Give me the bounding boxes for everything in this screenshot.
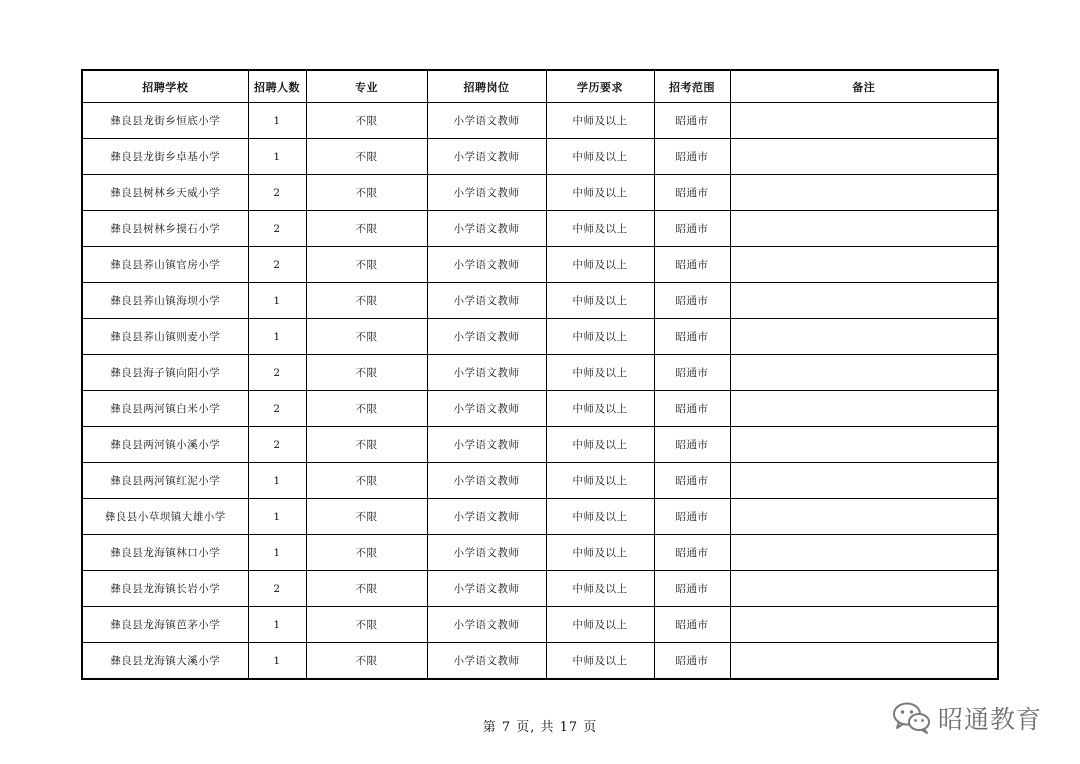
cell-count: 1 (248, 499, 306, 535)
cell-remarks (730, 103, 998, 139)
cell-school: 彝良县两河镇小溪小学 (82, 427, 248, 463)
recruitment-table (81, 69, 999, 680)
cell-position: 小学语文教师 (427, 283, 546, 319)
cell-education: 中师及以上 (546, 175, 654, 211)
cell-remarks (730, 139, 998, 175)
page-number: 第 7 页, 共 17 页 (482, 720, 598, 735)
cell-remarks (730, 319, 998, 355)
table-row (82, 283, 998, 319)
cell-count: 1 (248, 463, 306, 499)
cell-remarks (730, 463, 998, 499)
cell-count: 2 (248, 175, 306, 211)
cell-school: 彝良县龙海镇林口小学 (82, 535, 248, 571)
cell-scope: 昭通市 (654, 607, 730, 643)
cell-remarks (730, 607, 998, 643)
table-row (82, 463, 998, 499)
cell-major: 不限 (306, 427, 427, 463)
cell-school: 彝良县树林乡摸石小学 (82, 211, 248, 247)
table-row (82, 643, 998, 680)
cell-scope: 昭通市 (654, 427, 730, 463)
watermark-text: 昭通教育 (938, 705, 1043, 734)
cell-count: 1 (248, 319, 306, 355)
table-row (82, 391, 998, 427)
cell-position: 小学语文教师 (427, 355, 546, 391)
table-row (82, 139, 998, 175)
cell-remarks (730, 391, 998, 427)
cell-major: 不限 (306, 499, 427, 535)
cell-position: 小学语文教师 (427, 427, 546, 463)
cell-major: 不限 (306, 355, 427, 391)
table-row (82, 499, 998, 535)
cell-scope: 昭通市 (654, 175, 730, 211)
cell-position: 小学语文教师 (427, 499, 546, 535)
cell-school: 彝良县两河镇白米小学 (82, 391, 248, 427)
header-position: 招聘岗位 (427, 70, 546, 103)
cell-school: 彝良县荞山镇官房小学 (82, 247, 248, 283)
cell-position: 小学语文教师 (427, 571, 546, 607)
cell-scope: 昭通市 (654, 139, 730, 175)
cell-position: 小学语文教师 (427, 103, 546, 139)
table-row (82, 571, 998, 607)
cell-count: 1 (248, 283, 306, 319)
table-row (82, 355, 998, 391)
table-row (82, 247, 998, 283)
cell-count: 1 (248, 103, 306, 139)
cell-major: 不限 (306, 283, 427, 319)
cell-count: 1 (248, 139, 306, 175)
table-row (82, 319, 998, 355)
cell-education: 中师及以上 (546, 355, 654, 391)
cell-school: 彝良县龙街乡恒底小学 (82, 103, 248, 139)
header-remarks: 备注 (730, 70, 998, 103)
cell-major: 不限 (306, 463, 427, 499)
cell-position: 小学语文教师 (427, 211, 546, 247)
cell-scope: 昭通市 (654, 571, 730, 607)
cell-scope: 昭通市 (654, 643, 730, 680)
cell-remarks (730, 283, 998, 319)
table-header-row (82, 70, 998, 103)
cell-education: 中师及以上 (546, 427, 654, 463)
cell-major: 不限 (306, 391, 427, 427)
cell-remarks (730, 211, 998, 247)
cell-scope: 昭通市 (654, 355, 730, 391)
cell-school: 彝良县树林乡天威小学 (82, 175, 248, 211)
cell-scope: 昭通市 (654, 211, 730, 247)
cell-school: 彝良县龙街乡卓基小学 (82, 139, 248, 175)
header-education: 学历要求 (546, 70, 654, 103)
cell-remarks (730, 643, 998, 680)
cell-education: 中师及以上 (546, 643, 654, 680)
cell-count: 2 (248, 427, 306, 463)
table-row (82, 103, 998, 139)
header-count: 招聘人数 (248, 70, 306, 103)
cell-education: 中师及以上 (546, 211, 654, 247)
header-school: 招聘学校 (82, 70, 248, 103)
cell-position: 小学语文教师 (427, 607, 546, 643)
cell-position: 小学语文教师 (427, 139, 546, 175)
cell-major: 不限 (306, 103, 427, 139)
cell-education: 中师及以上 (546, 247, 654, 283)
cell-remarks (730, 175, 998, 211)
cell-scope: 昭通市 (654, 103, 730, 139)
cell-school: 彝良县海子镇向阳小学 (82, 355, 248, 391)
wechat-icon (892, 701, 932, 735)
cell-remarks (730, 355, 998, 391)
cell-education: 中师及以上 (546, 571, 654, 607)
table-row (82, 211, 998, 247)
cell-major: 不限 (306, 175, 427, 211)
cell-education: 中师及以上 (546, 463, 654, 499)
cell-remarks (730, 247, 998, 283)
cell-major: 不限 (306, 211, 427, 247)
cell-major: 不限 (306, 571, 427, 607)
cell-count: 2 (248, 355, 306, 391)
cell-education: 中师及以上 (546, 283, 654, 319)
cell-count: 2 (248, 571, 306, 607)
watermark (892, 700, 1042, 736)
table-body (82, 103, 998, 680)
cell-major: 不限 (306, 607, 427, 643)
cell-scope: 昭通市 (654, 499, 730, 535)
cell-position: 小学语文教师 (427, 175, 546, 211)
cell-position: 小学语文教师 (427, 319, 546, 355)
cell-remarks (730, 499, 998, 535)
header-major: 专业 (306, 70, 427, 103)
cell-scope: 昭通市 (654, 463, 730, 499)
cell-scope: 昭通市 (654, 535, 730, 571)
cell-remarks (730, 571, 998, 607)
cell-position: 小学语文教师 (427, 643, 546, 680)
cell-count: 2 (248, 247, 306, 283)
table-row (82, 535, 998, 571)
cell-count: 1 (248, 607, 306, 643)
cell-remarks (730, 535, 998, 571)
cell-scope: 昭通市 (654, 319, 730, 355)
cell-count: 1 (248, 535, 306, 571)
header-scope: 招考范围 (654, 70, 730, 103)
table-row (82, 175, 998, 211)
cell-education: 中师及以上 (546, 535, 654, 571)
cell-education: 中师及以上 (546, 607, 654, 643)
cell-school: 彝良县龙海镇大溪小学 (82, 643, 248, 680)
cell-school: 彝良县荞山镇则麦小学 (82, 319, 248, 355)
cell-position: 小学语文教师 (427, 247, 546, 283)
cell-major: 不限 (306, 535, 427, 571)
cell-position: 小学语文教师 (427, 463, 546, 499)
cell-major: 不限 (306, 247, 427, 283)
cell-school: 彝良县荞山镇海坝小学 (82, 283, 248, 319)
cell-scope: 昭通市 (654, 283, 730, 319)
cell-education: 中师及以上 (546, 139, 654, 175)
cell-count: 2 (248, 211, 306, 247)
cell-major: 不限 (306, 319, 427, 355)
cell-education: 中师及以上 (546, 391, 654, 427)
cell-school: 彝良县两河镇红泥小学 (82, 463, 248, 499)
cell-education: 中师及以上 (546, 103, 654, 139)
cell-remarks (730, 427, 998, 463)
cell-major: 不限 (306, 139, 427, 175)
cell-major: 不限 (306, 643, 427, 680)
cell-school: 彝良县龙海镇芭茅小学 (82, 607, 248, 643)
cell-school: 彝良县龙海镇长岩小学 (82, 571, 248, 607)
cell-scope: 昭通市 (654, 391, 730, 427)
table-row (82, 427, 998, 463)
cell-scope: 昭通市 (654, 247, 730, 283)
cell-count: 1 (248, 643, 306, 680)
cell-education: 中师及以上 (546, 499, 654, 535)
cell-count: 2 (248, 391, 306, 427)
cell-education: 中师及以上 (546, 319, 654, 355)
cell-school: 彝良县小草坝镇大雄小学 (82, 499, 248, 535)
cell-position: 小学语文教师 (427, 391, 546, 427)
cell-position: 小学语文教师 (427, 535, 546, 571)
table-row (82, 607, 998, 643)
